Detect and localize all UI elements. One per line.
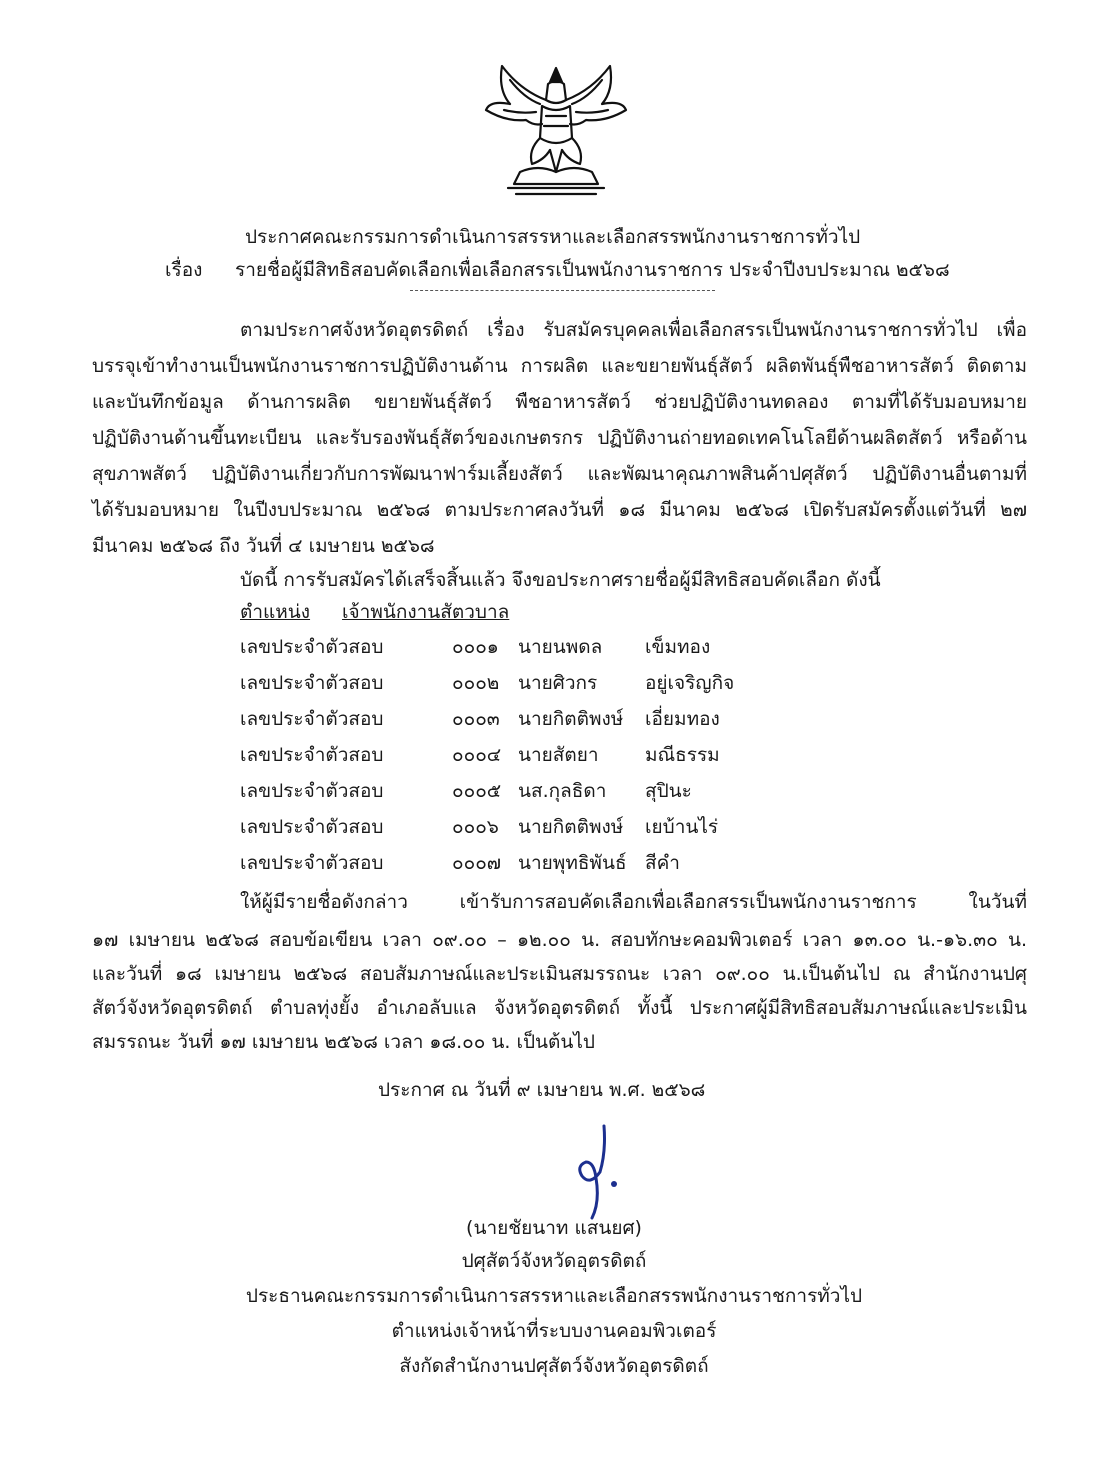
signer-title: ประธานคณะกรรมการดำเนินการสรรหาและเลือกสรรพนักงานราชการทั่วไป [245, 1285, 863, 1307]
list-item [240, 740, 780, 774]
last-name: เข็มทอง [645, 636, 711, 658]
exam-id: ๐๐๐๖ [452, 816, 499, 838]
exam-id: ๐๐๐๔ [452, 744, 502, 766]
list-item [240, 632, 780, 666]
paragraph-line: สุขภาพสัตว์ ปฏิบัติงานเกี่ยวกับการพัฒนาฟาร์มเลี้ยงสัตว์ และพัฒนาคุณภาพสินค้าปศุสัตว์ ปฏิบัติงานอื่นตามที่ [92, 463, 1027, 485]
garuda-emblem-icon [480, 60, 632, 200]
paragraph-line: มีนาคม ๒๕๖๘ ถึง วันที่ ๔ เมษายน ๒๕๖๘ [92, 535, 435, 557]
first-name: นายกิตติพงษ์ [518, 708, 624, 730]
signer-title: สังกัดสำนักงานปศุสัตว์จังหวัดอุตรดิตถ์ [399, 1355, 709, 1377]
last-name: สีคำ [645, 852, 680, 874]
first-name: นส.กุลธิดา [518, 780, 607, 802]
subject-label: เรื่อง [165, 259, 203, 281]
position-heading [240, 600, 509, 624]
exam-id: ๐๐๐๗ [452, 852, 502, 874]
announcement-date: ประกาศ ณ วันที่ ๙ เมษายน พ.ศ. ๒๕๖๘ [378, 1079, 706, 1101]
exam-id: ๐๐๐๒ [452, 672, 500, 694]
signer-title: ปศุสัตว์จังหวัดอุตรดิตถ์ [461, 1250, 647, 1272]
exam-line: สมรรถนะ วันที่ ๑๗ เมษายน ๒๕๖๘ เวลา ๑๘.๐๐ น. เป็นต้นไป [92, 1031, 595, 1053]
exam-id-label: เลขประจำตัวสอบ [240, 636, 384, 658]
paragraph-line: ได้รับมอบหมาย ในปีงบประมาณ ๒๕๖๘ ตามประกาศลงวันที่ ๑๘ มีนาคม ๒๕๖๘ เปิดรับสมัครตั้งแต่วันที่ ๒๗ [92, 499, 1027, 521]
last-name: มณีธรรม [645, 744, 720, 766]
announcement-subject [165, 258, 950, 282]
list-item [240, 668, 780, 702]
position-label: ตำแหน่ง [240, 601, 311, 623]
exam-id-label: เลขประจำตัวสอบ [240, 672, 384, 694]
exam-id-label: เลขประจำตัวสอบ [240, 708, 384, 730]
exam-id: ๐๐๐๑ [452, 636, 499, 658]
signature-icon [560, 1122, 640, 1222]
exam-id-label: เลขประจำตัวสอบ [240, 852, 384, 874]
list-item [240, 776, 780, 810]
signer-name: (นายชัยนาท แสนยศ) [466, 1217, 642, 1239]
first-name: นายสัตยา [518, 744, 599, 766]
subject-text: รายชื่อผู้มีสิทธิสอบคัดเลือกเพื่อเลือกสรรเป็นพนักงานราชการ ประจำปีงบประมาณ ๒๕๖๘ [235, 259, 950, 281]
paragraph-line: และบันทึกข้อมูล ด้านการผลิต ขยายพันธุ์สัตว์ พืชอาหารสัตว์ ช่วยปฏิบัติงานทดลอง ตามที่ได้รับมอบหมาย [92, 391, 1027, 413]
announcement-title: ประกาศคณะกรรมการดำเนินการสรรหาและเลือกสรรพนักงานราชการทั่วไป [245, 226, 861, 248]
exam-line: ให้ผู้มีรายชื่อดังกล่าว เข้ารับการสอบคัดเลือกเพื่อเลือกสรรเป็นพนักงานราชการ ในวันที่ [240, 891, 1027, 913]
first-name: นายกิตติพงษ์ [518, 816, 624, 838]
last-name: สุปินะ [645, 780, 692, 802]
paragraph-line: บรรจุเข้าทำงานเป็นพนักงานราชการปฏิบัติงานด้าน การผลิต และขยายพันธุ์สัตว์ ผลิตพันธุ์พืชอาหารสัตว์ ติดตาม [92, 355, 1027, 377]
exam-id-label: เลขประจำตัวสอบ [240, 744, 384, 766]
position-name: เจ้าพนักงานสัตวบาล [342, 601, 510, 623]
exam-id: ๐๐๐๓ [452, 708, 500, 730]
list-item [240, 848, 780, 882]
exam-id: ๐๐๐๕ [452, 780, 502, 802]
exam-line: และวันที่ ๑๘ เมษายน ๒๕๖๘ สอบสัมภาษณ์และประเมินสมรรถนะ เวลา ๐๙.๐๐ น.เป็นต้นไป ณ สำนักงานปศุ [92, 963, 1027, 985]
first-name: นายศิวกร [518, 672, 598, 694]
signer-title: ตำแหน่งเจ้าหน้าที่ระบบงานคอมพิวเตอร์ [391, 1320, 717, 1342]
exam-line: สัตว์จังหวัดอุตรดิตถ์ ตำบลทุ่งยั้ง อำเภอลับแล จังหวัดอุตรดิตถ์ ทั้งนี้ ประกาศผู้มีสิทธิสอบสัมภาษณ์และประเมิน [92, 997, 1027, 1019]
closing-notice: บัดนี้ การรับสมัครได้เสร็จสิ้นแล้ว จึงขอประกาศรายชื่อผู้มีสิทธิสอบคัดเลือก ดังนี้ [240, 569, 881, 591]
paragraph-line: ตามประกาศจังหวัดอุตรดิตถ์ เรื่อง รับสมัครบุคคลเพื่อเลือกสรรเป็นพนักงานราชการทั่วไป เพื่อ [240, 319, 1027, 341]
exam-line: ๑๗ เมษายน ๒๕๖๘ สอบข้อเขียน เวลา ๐๙.๐๐ – ๑๒.๐๐ น. สอบทักษะคอมพิวเตอร์ เวลา ๑๓.๐๐ น.-๑๖.๓๐ น. [92, 929, 1027, 951]
last-name: อยู่เจริญกิจ [645, 672, 735, 694]
exam-id-label: เลขประจำตัวสอบ [240, 780, 384, 802]
exam-id-label: เลขประจำตัวสอบ [240, 816, 384, 838]
divider [410, 290, 715, 291]
first-name: นายพุทธิพันธ์ [518, 852, 627, 874]
last-name: เยบ้านไร่ [645, 816, 719, 838]
last-name: เอี่ยมทอง [645, 708, 720, 730]
first-name: นายนพดล [518, 636, 603, 658]
list-item [240, 812, 780, 846]
paragraph-line: ปฏิบัติงานด้านขึ้นทะเบียน และรับรองพันธุ์สัตว์ของเกษตรกร ปฏิบัติงานถ่ายทอดเทคโนโลยีด้านผลิตสัตว์ หรือด้าน [92, 427, 1027, 449]
list-item [240, 704, 780, 738]
